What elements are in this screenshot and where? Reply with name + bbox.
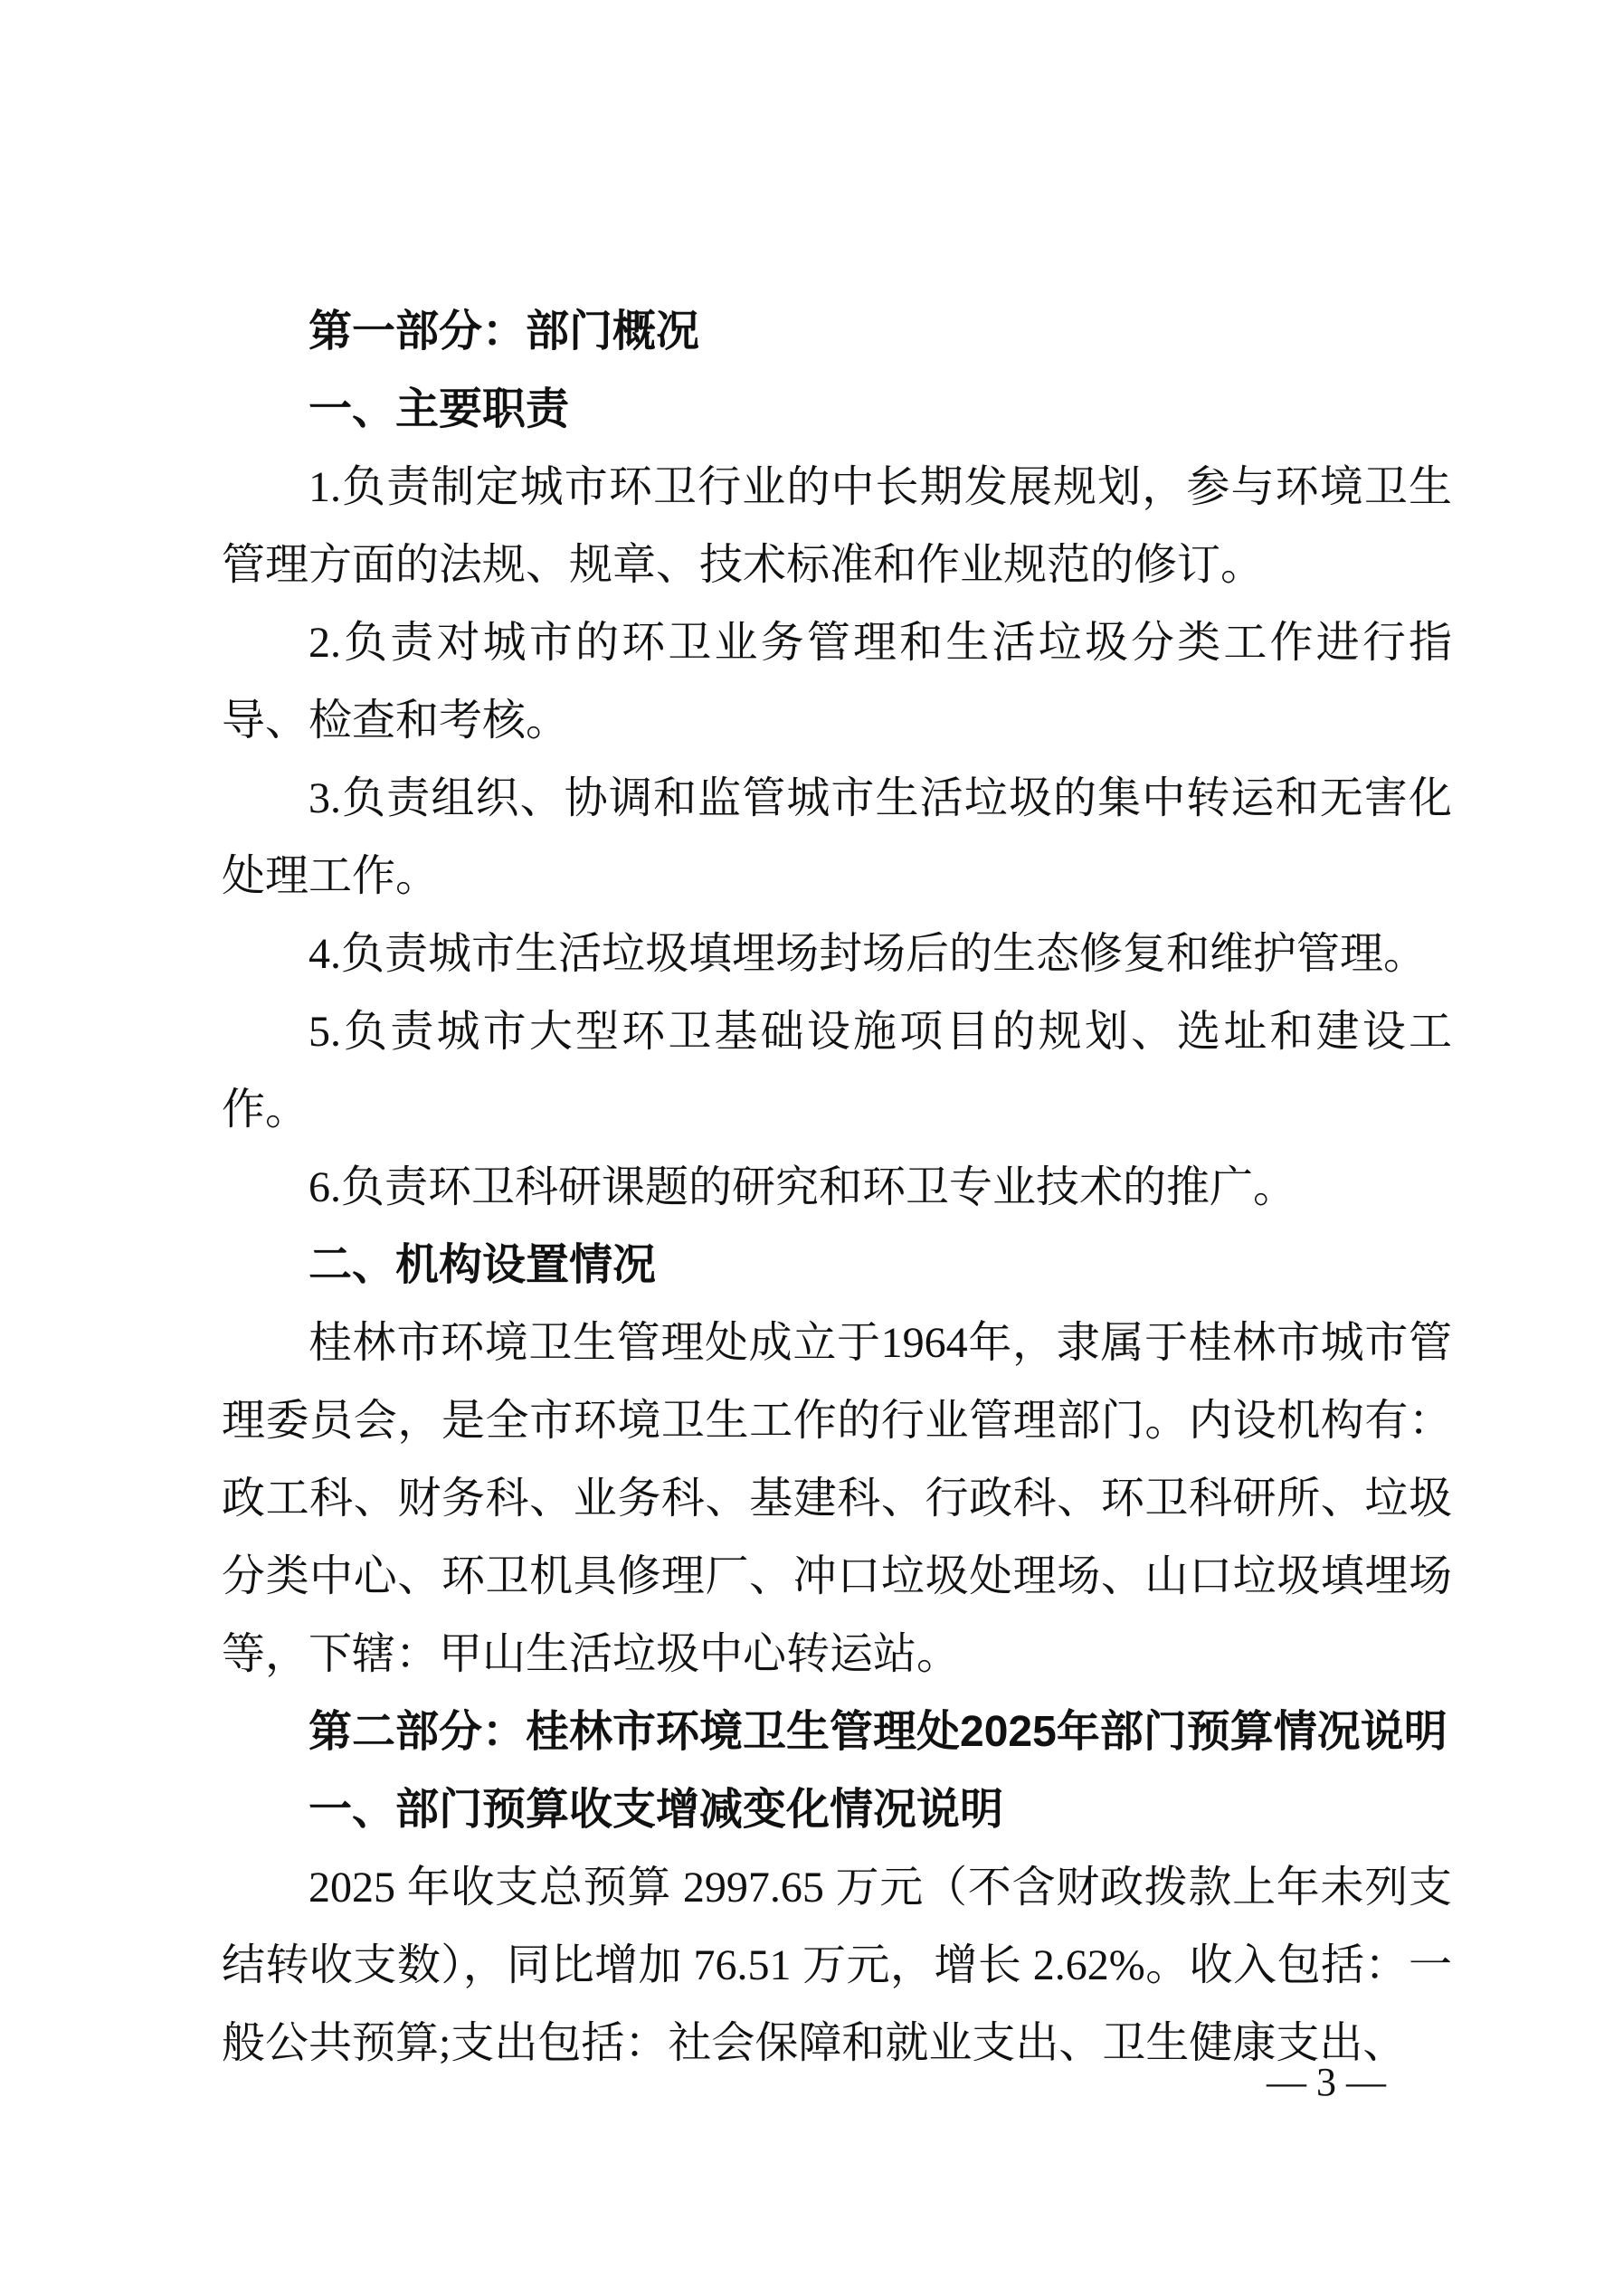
paragraph-duty-2: 2.负责对城市的环卫业务管理和生活垃圾分类工作进行指导、检查和考核。 xyxy=(222,619,1452,745)
heading-budget-changes: 一、部门预算收支增减变化情况说明 xyxy=(308,1786,1004,1834)
paragraph-duty-4: 4.负责城市生活垃圾填埋场封场后的生态修复和维护管理。 xyxy=(308,930,1428,978)
heading-part-two: 第二部分：桂林市环境卫生管理处2025年部门预算情况说明 xyxy=(308,1708,1447,1756)
paragraph-duty-3: 3.负责组织、协调和监管城市生活垃圾的集中转运和无害化处理工作。 xyxy=(222,774,1452,900)
paragraph-budget-summary: 2025 年收支总预算 2997.65 万元（不含财政拨款上年未列支结转收支数），同比增加 76.51 万元，增长 2.62%。收入包括：一般公共预算;支出包括：社会保障和就业支出、卫生健康支出、 xyxy=(222,1864,1452,2067)
paragraph-duty-5: 5.负责城市大型环卫基础设施项目的规划、选址和建设工作。 xyxy=(222,1008,1452,1134)
paragraph-duty-1: 1.负责制定城市环卫行业的中长期发展规划，参与环境卫生管理方面的法规、规章、技术标准和作业规范的修订。 xyxy=(222,463,1452,589)
heading-main-duties: 一、主要职责 xyxy=(308,385,570,433)
document-body xyxy=(222,293,1452,2083)
paragraph-org-structure: 桂林市环境卫生管理处成立于1964年，隶属于桂林市城市管理委员会，是全市环境卫生工作的行业管理部门。内设机构有：政工科、财务科、业务科、基建科、行政科、环卫科研所、垃圾分类中心、环卫机具修理厂、冲口垃圾处理场、山口垃圾填埋场等，下辖：甲山生活垃圾中心转运站。 xyxy=(222,1319,1452,1678)
paragraph-duty-6: 6.负责环卫科研课题的研究和环卫专业技术的推广。 xyxy=(308,1163,1297,1211)
heading-part-one: 第一部分：部门概况 xyxy=(308,308,700,356)
heading-org-structure: 二、机构设置情况 xyxy=(308,1241,657,1289)
page-number: — 3 — xyxy=(1267,2060,1386,2104)
